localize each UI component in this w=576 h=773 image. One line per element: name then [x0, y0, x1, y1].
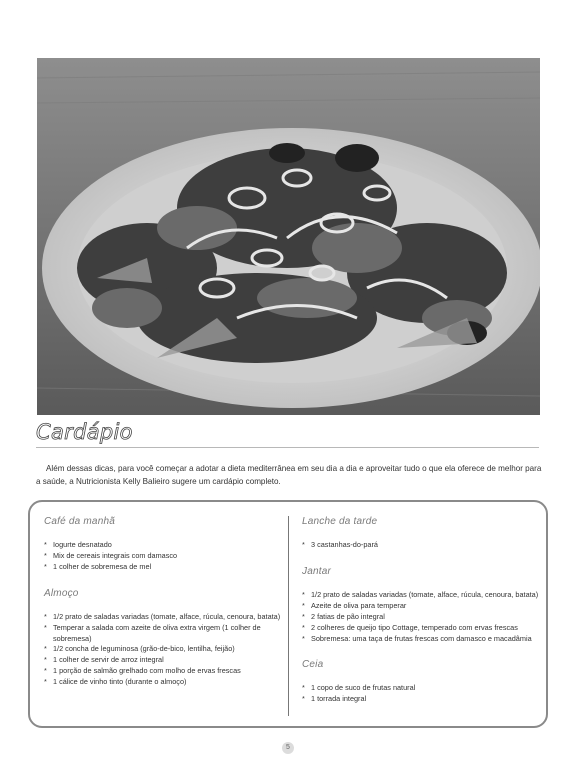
list-item: * 1 colher de servir de arroz integral: [44, 655, 164, 665]
meal-title: Lanche da tarde: [302, 516, 378, 527]
title-divider: [36, 447, 539, 448]
meal-ceia: [302, 659, 540, 705]
meal-list: [302, 683, 540, 705]
bullet-icon: *: [44, 611, 47, 621]
list-item: * 1/2 prato de saladas variadas (tomate, alface, rúcula, cenoura, batata): [44, 611, 281, 621]
menu-column-right: [302, 516, 540, 720]
bullet-icon: *: [302, 600, 305, 610]
bullet-icon: *: [44, 550, 47, 560]
bullet-icon: *: [44, 655, 47, 665]
list-item: * 1 copo de suco de frutas natural: [302, 683, 416, 693]
meal-lanche: [302, 516, 540, 551]
list-item: * 1 porção de salmão grelhado com molho de ervas frescas: [44, 666, 241, 676]
bullet-icon: *: [302, 589, 305, 599]
meal-almoco: [44, 588, 282, 688]
bullet-icon: *: [44, 561, 47, 571]
list-item: * 2 colheres de queijo tipo Cottage, temperado com ervas frescas: [302, 622, 518, 632]
bullet-icon: *: [44, 644, 47, 654]
intro-paragraph: Além dessas dicas, para você começar a adotar a dieta mediterrânea em seu dia a dia e aproveitar tudo o que ela oferece de melhor para a saúde, a Nutricionista Kelly Balieiro sugere um cardápio completo.: [36, 464, 542, 486]
meal-jantar: [302, 566, 540, 645]
list-item: * 1/2 concha de leguminosa (grão-de-bico, lentilha, feijão): [44, 644, 235, 654]
bullet-icon: *: [44, 540, 47, 549]
page-number: 5: [282, 742, 294, 754]
meal-title: Almoço: [44, 587, 79, 599]
column-divider: [288, 516, 289, 716]
list-item: * 1/2 prato de saladas variadas (tomate, alface, rúcula, cenoura, batata): [302, 589, 539, 599]
list-item: * Iogurte desnatado: [44, 540, 112, 549]
meal-list: [44, 612, 282, 688]
bullet-icon: *: [44, 666, 47, 676]
list-item: * Temperar a salada com azeite de oliva extra virgem (1 colher de sobremesa): [44, 622, 261, 643]
bullet-icon: *: [302, 611, 305, 621]
list-item: * Mix de cereais integrais com damasco: [44, 550, 178, 560]
meal-title: Jantar: [302, 565, 331, 577]
meal-list: [44, 540, 282, 573]
bullet-icon: *: [302, 540, 305, 549]
salad-image: [37, 58, 540, 415]
meal-title: Ceia: [302, 659, 324, 671]
list-item: * 1 torrada integral: [302, 694, 367, 704]
list-item: * 1 colher de sobremesa de mel: [44, 561, 152, 571]
bullet-icon: *: [302, 683, 305, 693]
list-item: * 2 fatias de pão integral: [302, 611, 385, 621]
menu-box: [28, 500, 548, 728]
meal-title: Café da manhã: [44, 516, 115, 527]
bullet-icon: *: [302, 622, 305, 632]
bullet-icon: *: [44, 622, 47, 632]
meal-cafe: [44, 516, 282, 573]
list-item: * 1 cálice de vinho tinto (durante o almoço): [44, 677, 187, 687]
bullet-icon: *: [302, 633, 305, 643]
bullet-icon: *: [44, 677, 47, 687]
meal-list: [302, 540, 540, 551]
salad-photo: [37, 58, 540, 415]
menu-column-left: [44, 516, 282, 703]
bullet-icon: *: [302, 694, 305, 704]
list-item: * Azeite de oliva para temperar: [302, 600, 407, 610]
meal-list: [302, 590, 540, 645]
list-item: * 3 castanhas-do-pará: [302, 540, 378, 549]
list-item: * Sobremesa: uma taça de frutas frescas com damasco e macadâmia: [302, 633, 532, 643]
section-title: Cardápio: [36, 420, 133, 444]
